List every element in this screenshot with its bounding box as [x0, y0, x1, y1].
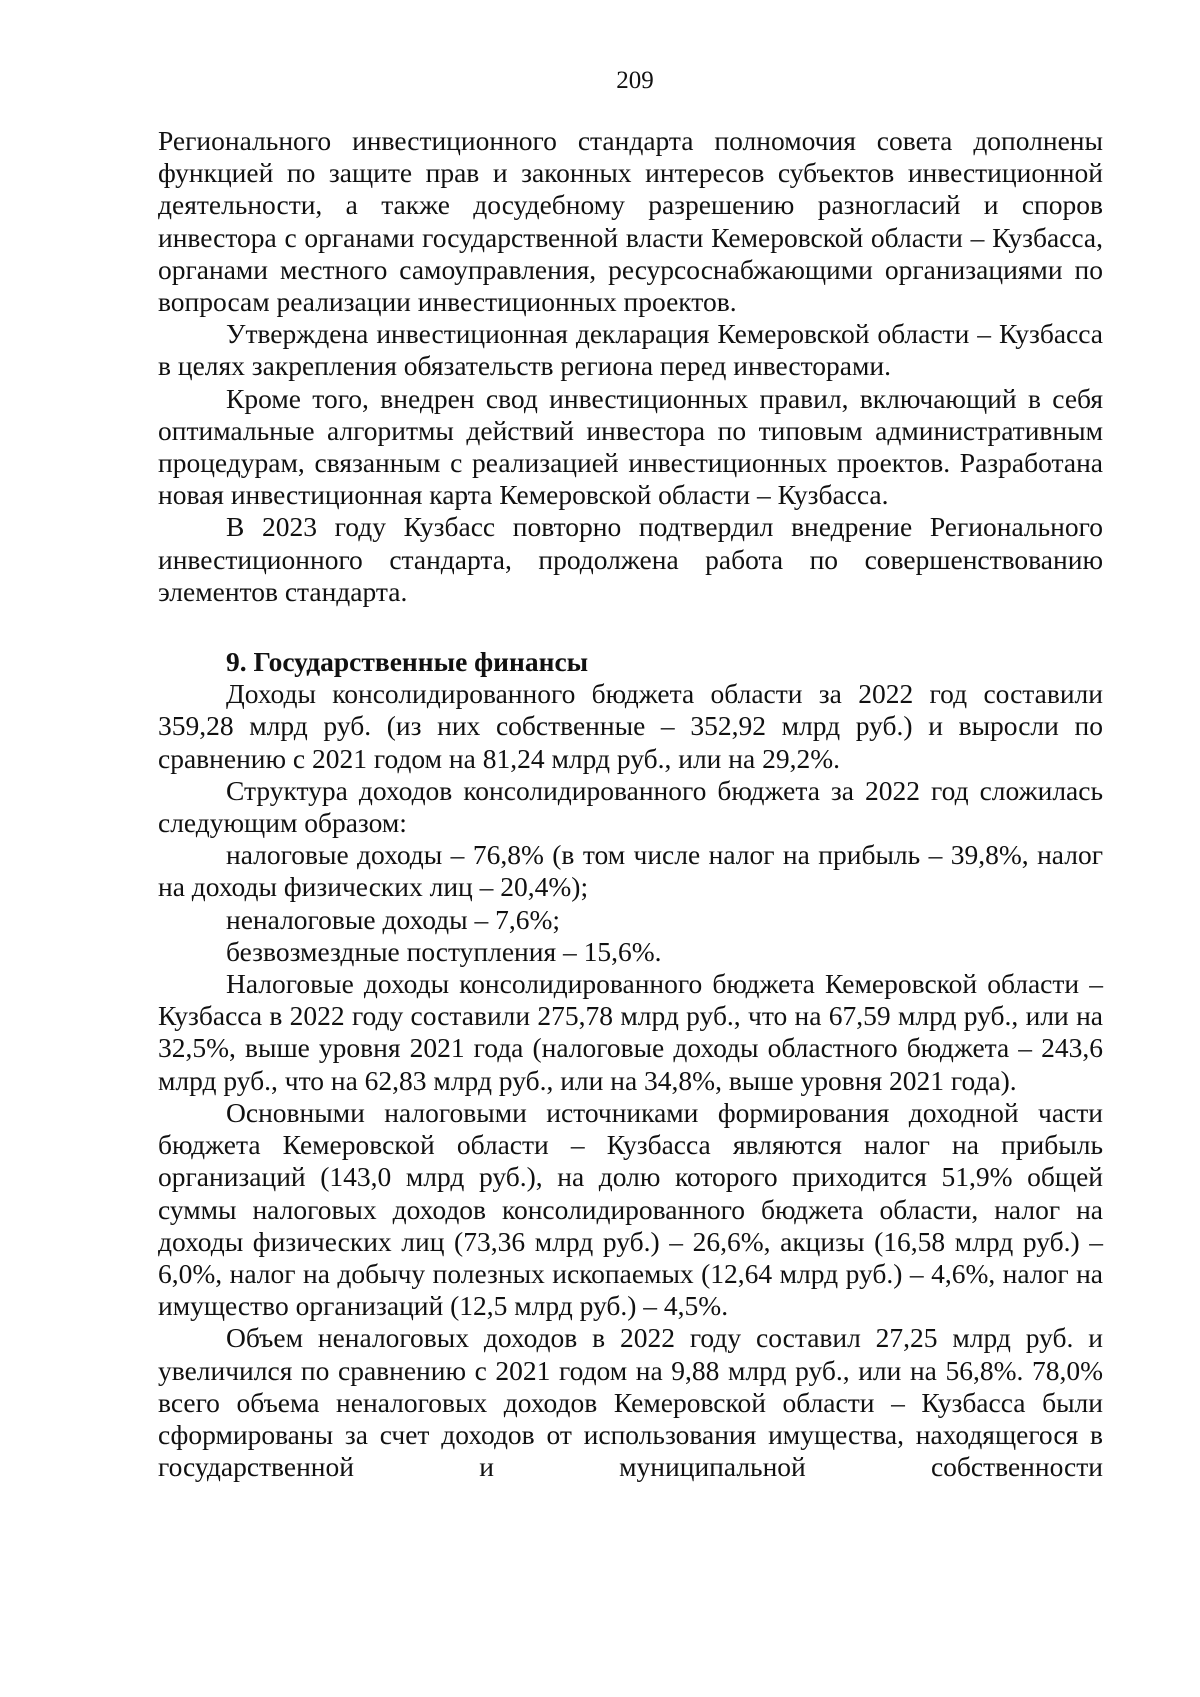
section-heading: 9. Государственные финансы — [226, 646, 589, 678]
page-number: 209 — [616, 67, 654, 94]
paragraph-main-tax-sources: Основными налоговыми источниками формирования доходной части бюджета Кемеровской области – Кузбасса являются налог на прибыль организаций (143,0 млрд руб.), на долю которого приходится 51,9% общей суммы налоговых доходов консолидированного бюджета области, налог на доходы физических лиц (73,36 млрд руб.) – 26,6%, акцизы (16,58 млрд руб.) – 6,0%, налог на добычу полезных ископаемых (12,64 млрд руб.) – 4,6%, налог на имущество организаций (12,5 млрд руб.) – 4,5%. — [158, 1096, 1103, 1322]
paragraph-investment-declaration: Утверждена инвестиционная декларация Кемеровской области – Кузбасса в целях закрепления обязательств региона перед инвесторами. — [158, 318, 1103, 382]
paragraph-revenue-structure: Структура доходов консолидированного бюджета за 2022 год сложилась следующим образом: — [158, 774, 1103, 839]
paragraph-continued: Регионального инвестиционного стандарта полномочия совета дополнены функцией по защите прав и законных интересов субъектов инвестиционной деятельности, а также досудебному разрешению разногласий и споров инвестора с органами государственной власти Кемеровской области – Кузбасса, органами местного самоуправления, ресурсоснабжающими организациями по вопросам реализации инвестиционных проектов. — [158, 125, 1103, 318]
paragraph-investment-rules: Кроме того, внедрен свод инвестиционных правил, включающий в себя оптимальные алгоритмы действий инвестора по типовым административным процедурам, связанным с реализацией инвестиционных проектов. Разработана новая инвестиционная карта Кемеровской области – Кузбасса. — [158, 382, 1103, 511]
paragraph-budget-revenues: Доходы консолидированного бюджета области за 2022 год составили 359,28 млрд руб. (из них собственные – 352,92 млрд руб.) и выросли по сравнению с 2021 годом на 81,24 млрд руб., или на 29,2%. — [158, 678, 1103, 774]
document-body — [158, 125, 1103, 1483]
paragraph-investment-standard-2023: В 2023 году Кузбасс повторно подтвердил внедрение Регионального инвестиционного стандарта, продолжена работа по совершенствованию элементов стандарта. — [158, 511, 1103, 607]
list-item-gratuitous-receipts: безвозмездные поступления – 15,6%. — [226, 935, 662, 967]
list-item-non-tax-revenues: неналоговые доходы – 7,6%; — [226, 903, 561, 935]
paragraph-tax-revenues: Налоговые доходы консолидированного бюджета Кемеровской области – Кузбасса в 2022 году составили 275,78 млрд руб., что на 67,59 млрд руб., или на 32,5%, выше уровня 2021 года (налоговые доходы областного бюджета – 243,6 млрд руб., что на 62,83 млрд руб., или на 34,8%, выше уровня 2021 года). — [158, 968, 1103, 1096]
paragraph-non-tax-revenues: Объем неналоговых доходов в 2022 году составил 27,25 млрд руб. и увеличился по сравнению с 2021 годом на 9,88 млрд руб., или на 56,8%. 78,0% всего объема неналоговых доходов Кемеровской области – Кузбасса были сформированы за счет доходов от использования имущества, находящегося в государственной и муниципальной собственности — [158, 1322, 1103, 1483]
list-item-tax-revenues: налоговые доходы – 76,8% (в том числе налог на прибыль – 39,8%, налог на доходы физических лиц – 20,4%); — [158, 839, 1103, 903]
